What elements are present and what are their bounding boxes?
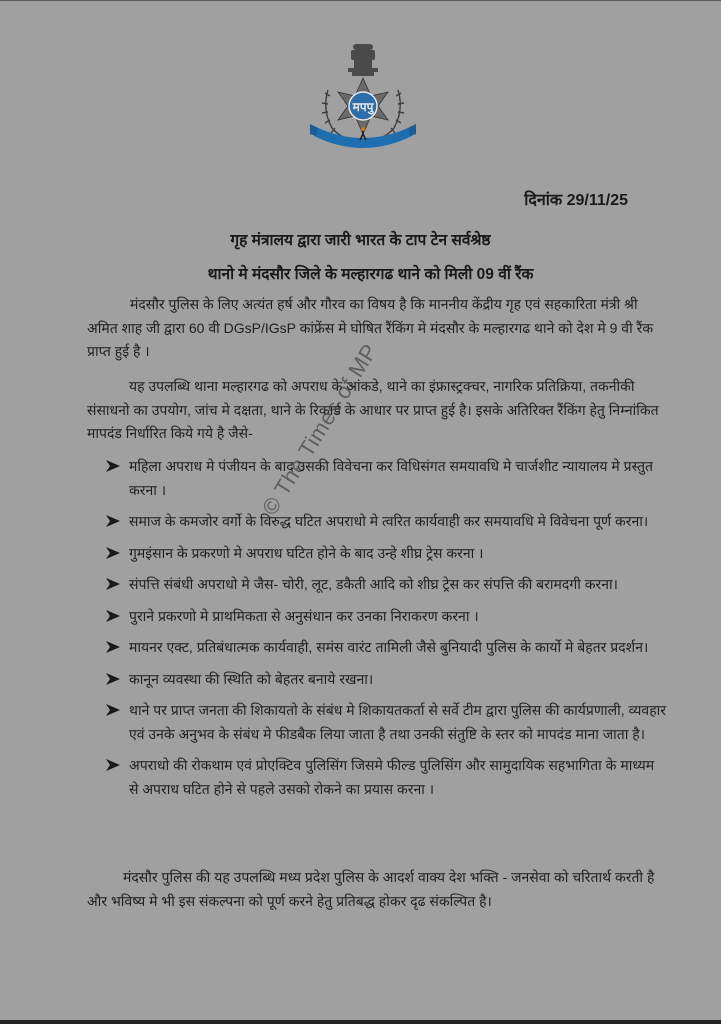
arrowhead-bullet-icon — [106, 704, 120, 716]
criteria-text: गुमइंसान के प्रकरणो मे अपराध घटित होने के बाद उन्हे शीघ्र ट्रेस करना । — [129, 544, 484, 561]
release-date: दिनांक 29/11/25 — [524, 192, 628, 209]
criteria-item — [106, 754, 666, 801]
intro-paragraph: मंदसौर पुलिस के लिए अत्यंत हर्ष और गौरव का विषय है कि माननीय केंद्रीय गृह एवं सहकारिता मंत्री श्री अमित शाह जी द्वारा 60 वी DGsP/IGsP कांफ्रेंस मे घोषित रैंकिंग मे मंदसौर के मल्हारगढ थाने को देश मे 9 वी रैंक प्राप्त हुई है । — [87, 296, 654, 359]
criteria-item — [106, 699, 666, 746]
criteria-text: महिला अपराध मे पंजीयन के बाद उसकी विवेचना कर विधिसंगत समयावधि मे चार्जशीट न्यायालय मे प्रस्तुत करना । — [129, 458, 654, 498]
arrowhead-bullet-icon — [106, 673, 120, 685]
criteria-item — [106, 605, 666, 629]
bottom-edge — [0, 1020, 721, 1024]
watermark: © The Times of MP — [256, 339, 383, 520]
arrowhead-bullet-icon — [106, 759, 120, 771]
headline-line-2: थानो मे मंदसौर जिले के मल्हारगढ थाने को मिली 09 वीं रैंक — [207, 266, 534, 283]
criteria-item — [106, 636, 666, 660]
criteria-text: पुराने प्रकरणो मे प्राथमिकता से अनुसंधान कर उनका निराकरण करना । — [129, 607, 479, 624]
arrowhead-bullet-icon — [106, 578, 120, 590]
achievement-basis-paragraph: यह उपलब्धि थाना मल्हारगढ को अपराध के आंकडे, थाने का इंफ्रास्ट्रक्चर, नागरिक प्रतिक्रिया, तकनीकी संसाधनो का उपयोग, जांच मे दक्षता, थाने के रिकार्ड के आधार पर प्राप्त हुई है। इसके अतिरिक्त रैंकिंग हेतु निम्नांकित मापदंड निर्धारित किये गये है जैसे- — [87, 378, 659, 441]
criteria-text: मायनर एक्ट, प्रतिबंधात्मक कार्यवाही, समंस वारंट तामिली जैसे बुनियादी पुलिस के कार्यो मे बेहतर प्रदर्शन। — [129, 639, 649, 655]
closing-paragraph: मंदसौर पुलिस की यह उपलब्धि मध्य प्रदेश पुलिस के आदर्श वाक्य देश भक्ति - जनसेवा को चरितार्थ करती है और भविष्य मे भी इस संकल्पना को पूर्ण करने हेतु प्रतिबद्ध होकर दृढ संकल्पित है। — [87, 869, 655, 909]
criteria-item — [106, 668, 666, 692]
criteria-text: थाने पर प्राप्त जनता की शिकायतो के संबंध मे शिकायतकर्ता से सर्वे टीम द्वारा पुलिस की कार्यप्रणाली, व्यवहार एवं उनके अनुभव के संबंध मे फीडबैक लिया जाता है तथा उनकी संतुष्टि के स्तर को मापदंड माना जाता है। — [129, 702, 666, 742]
criteria-item — [106, 573, 666, 597]
arrowhead-bullet-icon — [106, 641, 120, 653]
arrowhead-bullet-icon — [106, 610, 120, 622]
emblem-text: मपपु — [352, 100, 374, 114]
criteria-text: अपराधो की रोकथाम एवं प्रोएक्टिव पुलिसिंग जिसमे फील्ड पुलिसिंग और सामुदायिक सहभागिता के माध्यम से अपराध घटित होने से पहले उसको रोकने का प्रयास करना । — [129, 757, 655, 797]
criteria-item — [106, 542, 666, 566]
ranking-criteria-list — [106, 455, 666, 809]
arrowhead-bullet-icon — [106, 460, 120, 472]
criteria-text: संपत्ति संबंधी अपराधो मे जैस- चोरी, लूट, डकैती आदि को शीघ्र ट्रेस कर संपत्ति की बरामदगी करना। — [129, 576, 618, 592]
police-emblem-icon — [308, 40, 418, 155]
arrowhead-bullet-icon — [106, 515, 120, 527]
headline-line-1: गृह मंत्रालय द्वारा जारी भारत के टाप टेन सर्वश्रेष्ठ — [230, 232, 491, 249]
mp-police-logo — [308, 40, 418, 155]
criteria-item — [106, 510, 666, 534]
criteria-text: समाज के कमजोर वर्गो के विरुद्ध घटित अपराधो मे त्वरित कार्यवाही कर समयावधि मे विवेचना पूर्ण करना। — [129, 513, 649, 529]
criteria-item — [106, 455, 666, 502]
criteria-text: कानून व्यवस्था की स्थिति को बेहतर बनाये रखना। — [129, 670, 374, 687]
arrowhead-bullet-icon — [106, 547, 120, 559]
